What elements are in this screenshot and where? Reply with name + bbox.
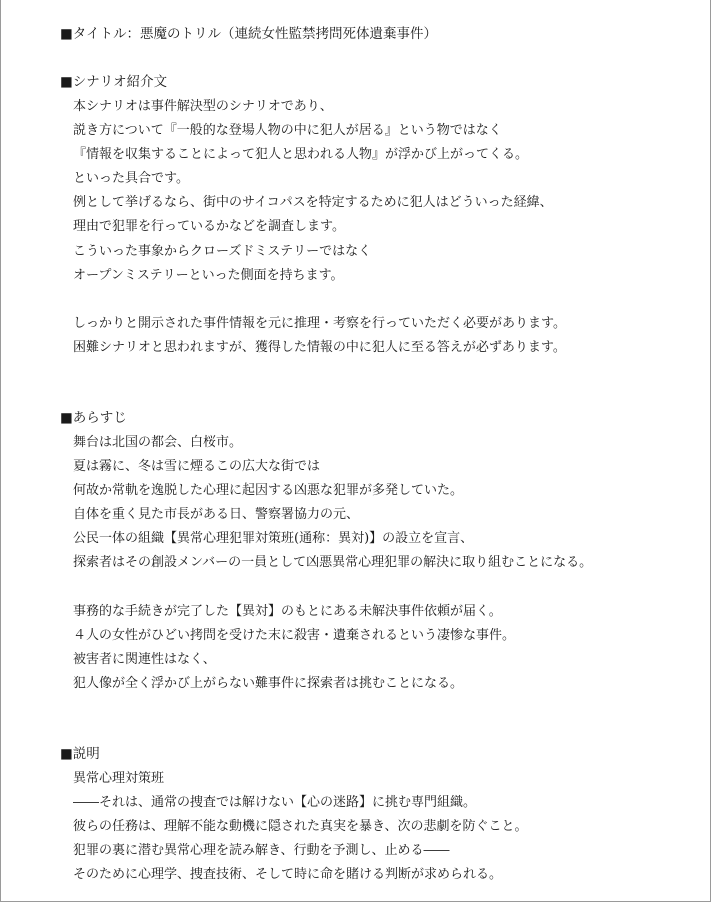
paragraph-line: 困難シナリオと思われますが、獲得した情報の中に犯人に至る答えが必ずあります。 bbox=[73, 339, 566, 355]
paragraph-line: 何故か常軌を逸脱した心理に起因する凶悪な犯罪が多発していた。 bbox=[73, 483, 464, 499]
paragraph-line: しっかりと開示された事件情報を元に推理・考察を行っていただく必要があります。 bbox=[73, 315, 566, 331]
paragraph-line: 探索者はその創設メンバーの一員として凶悪異常心理犯罪の解決に取り組むことになる。 bbox=[73, 555, 593, 571]
paragraph-line: といった具合です。 bbox=[73, 171, 189, 187]
paragraph-line: ４人の女性がひどい拷問を受けた末に殺害・遺棄されるという凄惨な事件。 bbox=[73, 627, 516, 643]
paragraph-line: 夏は霧に、冬は雪に煙るこの広大な街では bbox=[73, 459, 321, 475]
paragraph-line: そのために心理学、捜査技術、そして時に命を賭ける判断が求められる。 bbox=[73, 867, 503, 883]
section-synopsis bbox=[60, 410, 700, 699]
paragraph-line: 『情報を収集することによって犯人と思われる人物』が浮かび上がってくる。 bbox=[73, 147, 529, 163]
section-heading-synopsis: ■あらすじ bbox=[60, 410, 127, 426]
section-heading-explanation: ■説明 bbox=[60, 746, 100, 762]
document-title: ■タイトル：悪魔のトリル（連続女性監禁拷問死体遺棄事件） bbox=[60, 26, 437, 42]
paragraph-line: ――それは、通常の捜査では解けない【心の迷路】に挑む専門組織。 bbox=[73, 795, 477, 811]
paragraph-line: 異常心理対策班 bbox=[73, 771, 165, 786]
paragraph-line: 例として挙げるなら、街中のサイコパスを特定するために犯人はどういった経緯、 bbox=[73, 195, 553, 211]
paragraph-line: 彼らの任務は、理解不能な動機に隠された真実を暴き、次の悲劇を防ぐこと。 bbox=[73, 819, 528, 835]
paragraph-line: 犯罪の裏に潜む異常心理を読み解き、行動を予測し、止める―― bbox=[73, 843, 450, 859]
paragraph-line: オープンミステリーといった側面を持ちます。 bbox=[73, 267, 344, 283]
section-heading-scenario-intro: ■シナリオ紹介文 bbox=[60, 74, 168, 90]
section-scenario-intro bbox=[60, 74, 700, 363]
paragraph-line: 公民一体の組織【異常心理犯罪対策班(通称：異対)】の設立を宣言、 bbox=[73, 531, 474, 547]
paragraph-line: 事務的な手続きが完了した【異対】のもとにある未解決事件依頼が届く。 bbox=[73, 603, 502, 619]
paragraph-line: 説き方について『一般的な登場人物の中に犯人が居る』という物ではなく bbox=[73, 123, 502, 139]
section-explanation bbox=[60, 746, 700, 890]
paragraph-gap bbox=[60, 291, 700, 315]
paragraph-gap bbox=[60, 579, 700, 603]
paragraph-line: 舞台は北国の都会、白桜市。 bbox=[73, 435, 243, 450]
paragraph-line: 自体を重く見た市長がある日、警察署協力の元、 bbox=[73, 507, 360, 523]
paragraph-line: 被害者に関連性はなく、 bbox=[73, 651, 216, 667]
paragraph-line: 本シナリオは事件解決型のシナリオであり、 bbox=[73, 99, 333, 114]
paragraph-line: 犯人像が全く浮かび上がらない難事件に探索者は挑むことになる。 bbox=[73, 675, 464, 691]
paragraph-line: 理由で犯罪を行っているかなどを調査します。 bbox=[73, 219, 345, 235]
paragraph-line: こういった事象からクローズドミステリーではなく bbox=[73, 243, 372, 259]
